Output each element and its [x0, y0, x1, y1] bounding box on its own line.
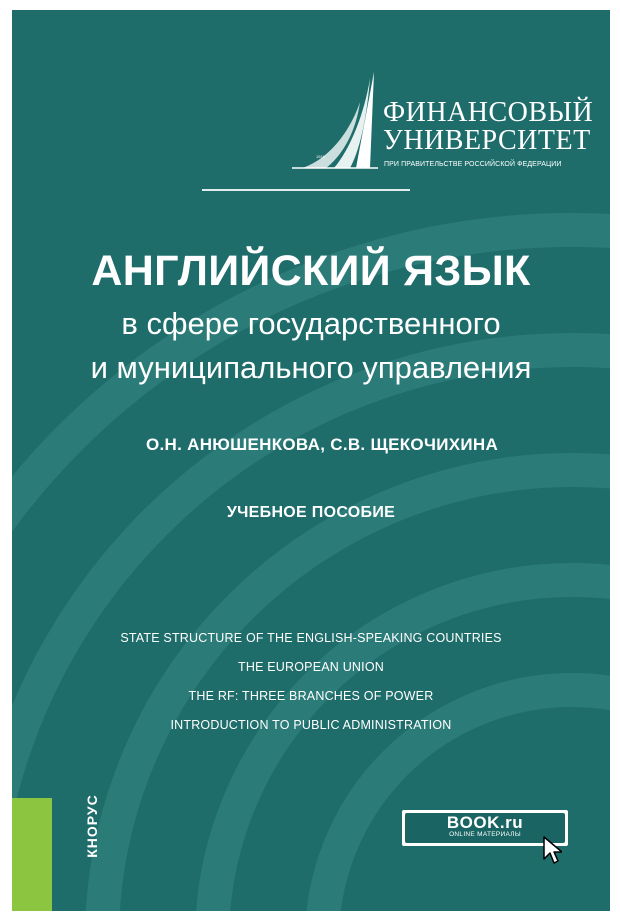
book-subtitle-line2: и муниципального управления [90, 350, 532, 385]
university-logo [290, 72, 594, 182]
authors: О.Н. АНЮШЕНКОВА, С.В. ЩЕКОЧИХИНА [145, 435, 499, 454]
topic-item: THE EUROPEAN UNION [238, 660, 384, 674]
bookru-title: BOOK.ru [446, 813, 524, 832]
document-type: УЧЕБНОЕ ПОСОБИЕ [226, 504, 396, 521]
book-subtitle-line1: в сфере государственного [121, 306, 501, 341]
topic-item: STATE STRUCTURE OF THE ENGLISH-SPEAKING COUNTRIES [120, 631, 502, 645]
publisher-label: КНОРУС [84, 794, 100, 858]
logo-year: 1919 [316, 154, 325, 159]
cursor-arrow-icon [542, 835, 562, 865]
university-subtitle: ПРИ ПРАВИТЕЛЬСТВЕ РОССИЙСКОЙ ФЕДЕРАЦИИ [384, 161, 562, 168]
book-cover [12, 10, 610, 911]
bookru-subtitle: ONLINE МАТЕРИАЛЫ [449, 831, 521, 838]
topic-item: THE RF: THREE BRANCHES OF POWER [188, 689, 434, 703]
topic-item: INTRODUCTION TO PUBLIC ADMINISTRATION [170, 718, 452, 732]
university-name-line2: УНИВЕРСИТЕТ [383, 125, 591, 156]
sail-logo-icon [290, 72, 380, 172]
topics-list [12, 630, 610, 746]
bookru-panel [405, 813, 565, 843]
book-title: АНГЛИЙСКИЙ ЯЗЫК [91, 247, 531, 295]
divider-line [202, 189, 410, 191]
spine-accent-bar [12, 798, 52, 911]
university-name-line1: ФИНАНСОВЫЙ [383, 97, 594, 128]
